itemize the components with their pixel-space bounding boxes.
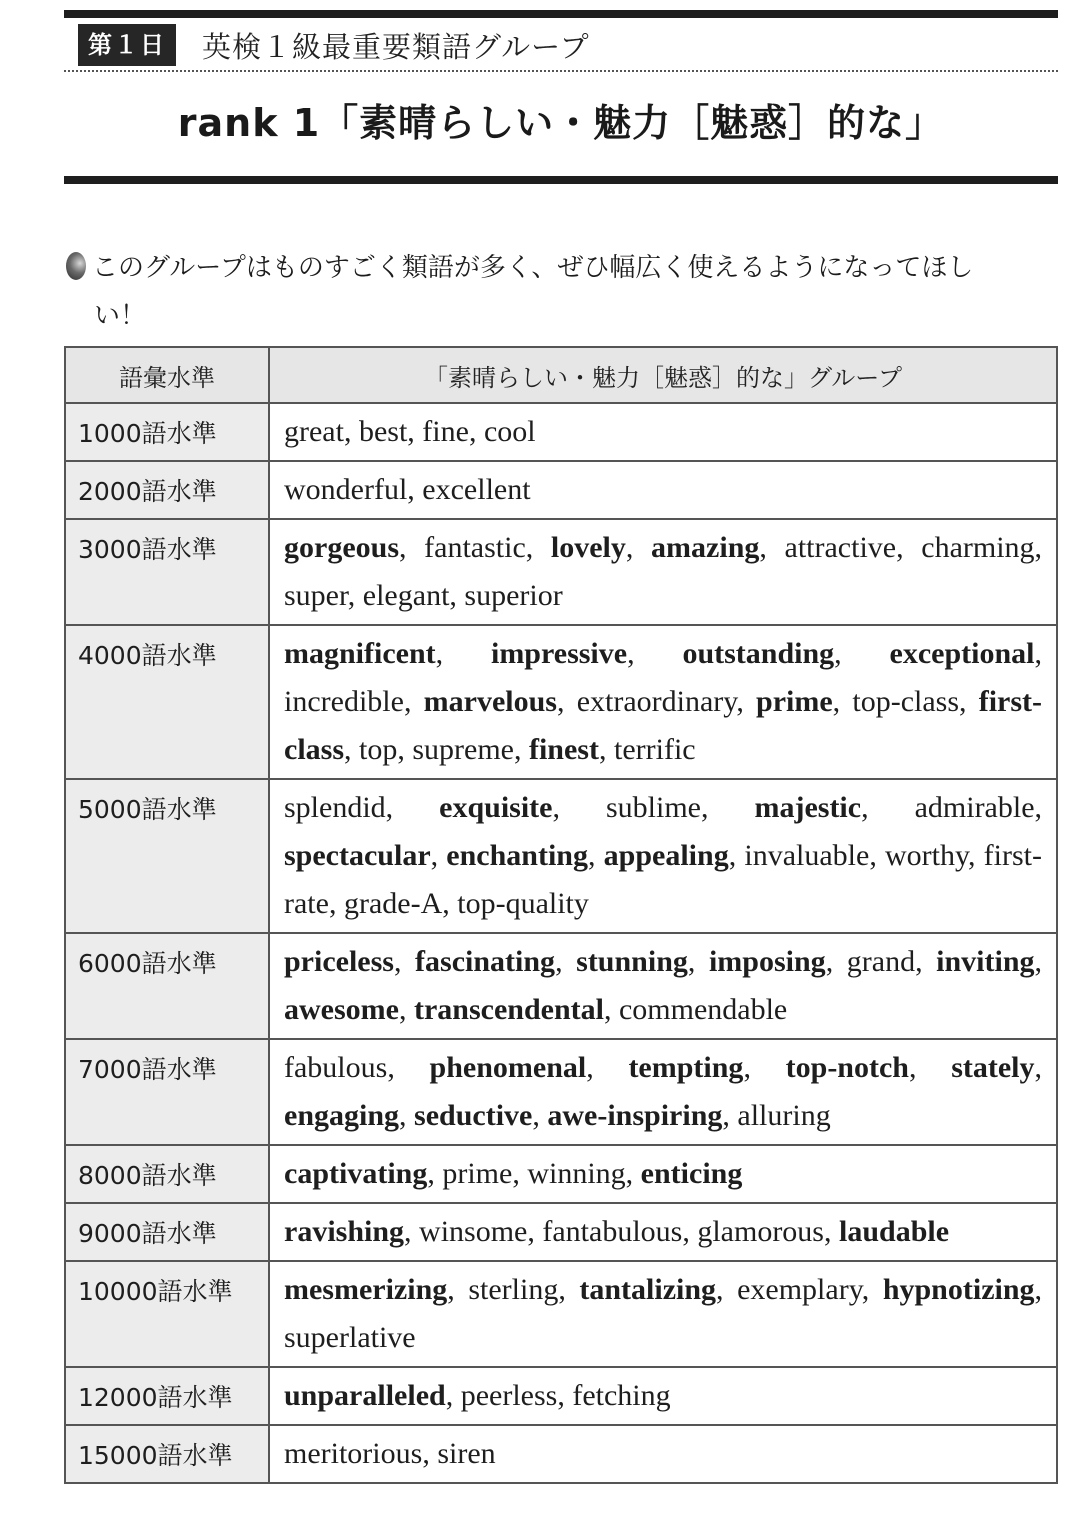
word: excellent <box>422 473 531 506</box>
intro-text-line2: い！ <box>94 301 147 331</box>
bullet-icon <box>66 252 86 280</box>
word: worthy <box>884 839 969 872</box>
key-word: priceless <box>284 945 394 978</box>
section-title: 英検１級最重要類語グループ <box>202 29 590 64</box>
word: top-class <box>852 685 960 718</box>
word: charming <box>921 531 1035 564</box>
key-word: transcendental <box>413 993 604 1026</box>
header-level: 語彙水準 <box>65 347 269 403</box>
word: best <box>358 415 408 448</box>
vocab-level: 9000語水準 <box>65 1203 269 1261</box>
key-word: phenomenal <box>429 1051 587 1084</box>
key-word: appealing <box>603 839 729 872</box>
key-word: top-notch <box>785 1051 909 1084</box>
word: fantabulous <box>542 1215 683 1248</box>
vocab-level: 10000語水準 <box>65 1261 269 1367</box>
table-row <box>65 403 1057 461</box>
vocab-level: 5000語水準 <box>65 779 269 933</box>
word: superlative <box>284 1321 416 1354</box>
synonym-list: gorgeous, fantastic, lovely, amazing, attractive, charming, super, elegant, superior <box>269 519 1057 625</box>
table-row <box>65 1145 1057 1203</box>
key-word: tantalizing <box>579 1273 717 1306</box>
key-word: majestic <box>754 791 862 824</box>
key-word: lovely <box>550 531 626 564</box>
day-badge: 第１日 <box>78 24 176 66</box>
vocab-level: 12000語水準 <box>65 1367 269 1425</box>
key-word: magnificent <box>284 637 436 670</box>
top-rule <box>64 10 1058 18</box>
key-word: exquisite <box>439 791 553 824</box>
key-word: captivating <box>284 1157 428 1190</box>
key-word: ravishing <box>284 1215 405 1248</box>
key-word: inviting <box>936 945 1035 978</box>
table-row <box>65 779 1057 933</box>
word: first-rate <box>284 839 1042 920</box>
word: great <box>284 415 344 448</box>
key-word: outstanding <box>682 637 835 670</box>
word: grand <box>846 945 916 978</box>
vocab-level: 3000語水準 <box>65 519 269 625</box>
vocab-level: 4000語水準 <box>65 625 269 779</box>
chapter-header <box>64 22 1058 68</box>
key-word: unparalleled <box>284 1379 446 1412</box>
word: alluring <box>737 1099 831 1132</box>
synonym-list: ravishing, winsome, fantabulous, glamorous, laudable <box>269 1203 1057 1261</box>
synonym-list: mesmerizing, sterling, tantalizing, exemplary, hypnotizing, superlative <box>269 1261 1057 1367</box>
word: invaluable <box>744 839 870 872</box>
vocab-level: 15000語水準 <box>65 1425 269 1483</box>
word: splendid <box>284 791 386 824</box>
key-word: fascinating <box>415 945 556 978</box>
word: wonderful <box>284 473 408 506</box>
key-word: tempting <box>628 1051 744 1084</box>
word: exemplary <box>737 1273 862 1306</box>
word: terrific <box>613 733 696 766</box>
rank-title: rank 1「素晴らしい・魅力［魅惑］的な」 <box>177 101 945 145</box>
key-word: gorgeous <box>284 531 399 564</box>
key-word: seductive <box>414 1099 533 1132</box>
table-row <box>65 1367 1057 1425</box>
vocab-level: 1000語水準 <box>65 403 269 461</box>
key-word: finest <box>528 733 599 766</box>
key-word: imposing <box>708 945 826 978</box>
table-row <box>65 625 1057 779</box>
word: grade-A <box>343 887 443 920</box>
synonym-list: magnificent, impressive, outstanding, exceptional, incredible, marvelous, extraordinary, prime, top-class, first-class, top, supreme, finest, terrific <box>269 625 1057 779</box>
word: siren <box>437 1437 496 1470</box>
word: peerless <box>460 1379 558 1412</box>
vocab-level: 7000語水準 <box>65 1039 269 1145</box>
key-word: awesome <box>284 993 399 1026</box>
table-row <box>65 933 1057 1039</box>
key-word: enticing <box>640 1157 743 1190</box>
table-row <box>65 1425 1057 1483</box>
word: sterling <box>468 1273 559 1306</box>
word: admirable <box>914 791 1035 824</box>
word: elegant <box>362 579 450 612</box>
table-row <box>65 519 1057 625</box>
key-word: hypnotizing <box>882 1273 1035 1306</box>
word: cool <box>483 415 536 448</box>
word: fetching <box>572 1379 671 1412</box>
table-row <box>65 1203 1057 1261</box>
word: winning <box>527 1157 626 1190</box>
synonym-list: meritorious, siren <box>269 1425 1057 1483</box>
key-word: stately <box>951 1051 1035 1084</box>
key-word: first-class <box>284 685 1043 766</box>
key-word: prime <box>756 685 833 718</box>
key-word: enchanting <box>446 839 588 872</box>
intro-text-line1: このグループはものすごく類語が多く、ぜひ幅広く使えるようになってほし <box>92 253 974 283</box>
synonym-list: splendid, exquisite, sublime, majestic, admirable, spectacular, enchanting, appealing, invaluable, worthy, first-rate, grade-A, top-quality <box>269 779 1057 933</box>
word: prime <box>442 1157 513 1190</box>
synonym-list: fabulous, phenomenal, tempting, top-notch, stately, engaging, seductive, awe-inspiring, alluring <box>269 1039 1057 1145</box>
synonym-list: captivating, prime, winning, enticing <box>269 1145 1057 1203</box>
vocab-level: 2000語水準 <box>65 461 269 519</box>
key-word: amazing <box>651 531 760 564</box>
word: top <box>359 733 398 766</box>
intro-note <box>66 244 1058 340</box>
bottom-rule <box>64 176 1058 184</box>
word: fabulous <box>284 1051 388 1084</box>
vocab-level: 6000語水準 <box>65 933 269 1039</box>
word: incredible <box>284 685 404 718</box>
table-row <box>65 461 1057 519</box>
key-word: spectacular <box>284 839 431 872</box>
key-word: impressive <box>490 637 628 670</box>
word: super <box>284 579 348 612</box>
word: glamorous <box>697 1215 824 1248</box>
word: supreme <box>412 733 514 766</box>
word: fantastic <box>424 531 526 564</box>
synonym-list: priceless, fascinating, stunning, imposing, grand, inviting, awesome, transcendental, commendable <box>269 933 1057 1039</box>
key-word: mesmerizing <box>284 1273 448 1306</box>
word: fine <box>422 415 469 448</box>
synonym-list: wonderful, excellent <box>269 461 1057 519</box>
key-word: marvelous <box>423 685 557 718</box>
vocabulary-table <box>64 346 1058 1484</box>
word: top-quality <box>457 887 589 920</box>
vocab-level: 8000語水準 <box>65 1145 269 1203</box>
key-word: laudable <box>838 1215 950 1248</box>
key-word: exceptional <box>889 637 1035 670</box>
key-word: awe-inspiring <box>547 1099 723 1132</box>
table-row <box>65 1261 1057 1367</box>
key-word: engaging <box>284 1099 400 1132</box>
header-group: 「素晴らしい・魅力［魅惑］的な」グループ <box>269 347 1057 403</box>
word: extraordinary <box>576 685 737 718</box>
word: superior <box>464 579 563 612</box>
key-word: stunning <box>576 945 688 978</box>
dotted-divider <box>64 70 1058 72</box>
word: sublime <box>605 791 701 824</box>
word: commendable <box>618 993 788 1026</box>
table-row <box>65 1039 1057 1145</box>
word: winsome <box>419 1215 528 1248</box>
table-header-row <box>65 347 1057 403</box>
word: attractive <box>784 531 897 564</box>
synonym-list: great, best, fine, cool <box>269 403 1057 461</box>
word: meritorious <box>284 1437 423 1470</box>
synonym-list: unparalleled, peerless, fetching <box>269 1367 1057 1425</box>
